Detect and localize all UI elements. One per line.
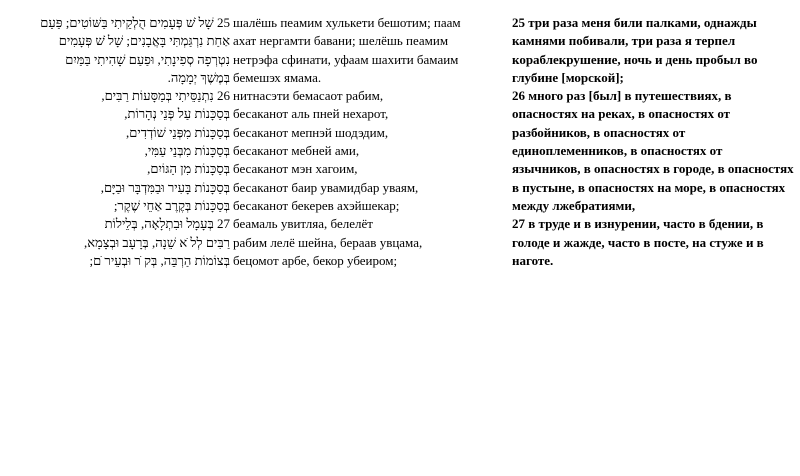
russian-verse-27: 27 в труде и в изнурении, часто в бдении, в голоде и жажде, часто в посте, на стуже и в наготе. (512, 216, 764, 268)
hebrew-line: נִטְרְפָה סְפִינָתִי, וּפַעַם שָׁהִיתִי בַּמַּיִם (65, 51, 230, 67)
translit-line: рабим лелё шейна, бераав увцама, (233, 234, 423, 250)
hebrew-line: רַבִּים לְל ֹא שֵׁנָה, בְּרָעָב וּבְצָמָא, (84, 234, 230, 250)
translit-line: шалёшь пеамим хулькети бешотим; паам (233, 15, 461, 30)
russian-translation-column (512, 14, 794, 270)
translit-line: нетрэфа сфинати, уфаам шахити бамаим (233, 51, 459, 67)
hebrew-line: 25 שָׁל ֹשׁ פְּעָמִים הֻלְקֵיתִי בַּשּׁוֹטִים; פַּעַם (40, 15, 230, 30)
russian-verse-25: 25 три раза меня били палками, однажды камнями побивали, три раза я терпел кораблекрушение, ночь и день пробыл во глубине [морской]; (512, 15, 758, 85)
hebrew-line: בְּסַכָּנוֹת בְּקֶרֶב אַחֵי שֶׁקֶר; (113, 197, 230, 213)
hebrew-line: בְּמֶשֶׁךְ יְמָמָה. (167, 69, 230, 85)
hebrew-line: בְּסַכָּנוֹת עַל פְּנֵי נְהָרוֹת, (124, 106, 230, 122)
translit-line: бесаканот баир увамидбар уваям, (233, 179, 419, 195)
hebrew-line: בְּצוֹמוֹת הַרְבֵּה, בְּק ֹר וּבְעֵיר ֹם; (89, 252, 230, 268)
hebrew-line: בְּסַכָּנוֹת בָּעִיר וּבַמִּדְבָּר וּבַיָּם, (100, 179, 230, 195)
hebrew-line: בְּסַכָּנוֹת מִפְּנֵי שׁוֹדְדִים, (126, 124, 230, 140)
hebrew-text-column (40, 14, 230, 270)
translit-line: бесаканот мэн хагоим, (233, 161, 358, 177)
hebrew-line: 27 בְּעָמָל וּבִתְלָאָה, בְּלֵילוֹת (104, 216, 230, 232)
translit-line: бесаканот аль пней нехарот, (233, 106, 389, 122)
translit-line: бецомот арбе, бекор убеиром; (233, 252, 398, 268)
hebrew-line: בְּסַכָּנוֹת מִן הַגּוֹיִם, (147, 161, 230, 177)
russian-verse-26: 26 много раз [был] в путешествиях, в опасностях на реках, в опасностях от разбойников, в опасностях от единоплеменников, в опасностях от язычников, в опасностях в городе, в опасностях в пустыне, в опасностях на море, в опасностях между лжебратиями, (512, 88, 794, 213)
translit-line: бесаканот мепнэй шодэдим, (233, 124, 389, 140)
transliteration-column (233, 14, 508, 270)
translit-line: беамаль увитляа, белелёт (233, 216, 373, 232)
translit-line: бемешэх ямама. (233, 69, 322, 85)
hebrew-line: 26 נִתְנַסֵּיתִי בְּמַסָּעוֹת רַבִּים, (101, 88, 230, 104)
translit-line: ахат нергамти бавани; шелёшь пеамим (233, 33, 449, 49)
translit-line: бесаканот мебней ами, (233, 143, 360, 159)
translit-line: нитнасэти бемасаот рабим, (233, 88, 384, 104)
hebrew-line: אַחַת נִרְגַּמְתִּי בָּאֲבָנִים; שָׁל ֹשׁ פְּעָמִים (58, 33, 230, 49)
translit-line: бесаканот бекерев ахэйшекар; (233, 197, 400, 213)
hebrew-line: בְּסַכָּנוֹת מִבְּנֵי עַמִּי, (144, 143, 230, 159)
